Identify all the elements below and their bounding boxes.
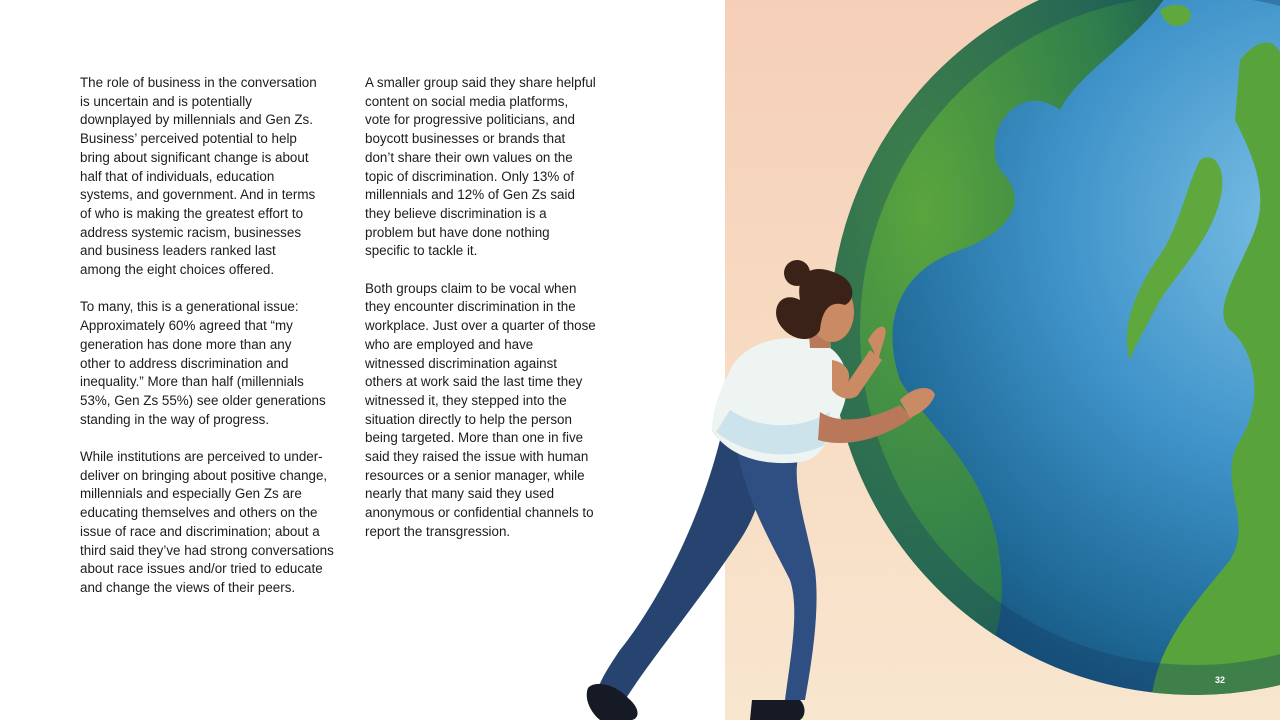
paragraph-workplace-vocal: Both groups claim to be vocal when they encounter discrimination in the workplace. Just over a quarter of those who are employed and have witnessed discrimination against others at work said the last time they witnessed it, they stepped into the situation directly to help the person being targeted. More than one in five said they raised the issue with human resources or a senior manager, while nearly that many said they used anonymous or confidential channels to report the transgression.	[365, 280, 596, 539]
hair-bun	[784, 260, 810, 286]
back-leg	[598, 440, 764, 700]
text-column-right	[365, 74, 615, 560]
paragraph-business-role: The role of business in the conversation is uncertain and is potentially downplayed by millennials and Gen Zs. Business’ perceived potential to help bring about significant change is about half that of individuals, education systems, and government. And in terms of who is making the greatest effort to address systemic racism, businesses and business leaders ranked last among the eight choices offered.	[80, 75, 317, 278]
woman-pushing-globe-illustration	[570, 0, 1280, 720]
paragraph-institutions: While institutions are perceived to under- deliver on bringing about positive change, millennials and especially Gen Zs are educating themselves and others on the issue of race and discrimination; about a third said they’ve had strong conversations about race issues and/or tried to educate and change the views of their peers.	[80, 449, 334, 595]
front-shoe	[750, 700, 805, 720]
front-leg	[735, 440, 817, 700]
paragraph-generational-issue: To many, this is a generational issue: Approximately 60% agreed that “my generation has done more than any other to address discrimination and inequality.” More than half (millennials 53%, Gen Zs 55%) see older generations standing in the way of progress.	[80, 299, 326, 427]
globe	[820, 0, 1280, 720]
paragraph-smaller-group: A smaller group said they share helpful content on social media platforms, vote for progressive politicians, and boycott businesses or brands that don’t share their own values on the topic of discrimination. Only 13% of millennials and 12% of Gen Zs said they believe discrimination is a problem but have done nothing specific to tackle it.	[365, 75, 596, 259]
text-column-left	[80, 74, 355, 616]
page-number: 32	[1214, 675, 1225, 685]
